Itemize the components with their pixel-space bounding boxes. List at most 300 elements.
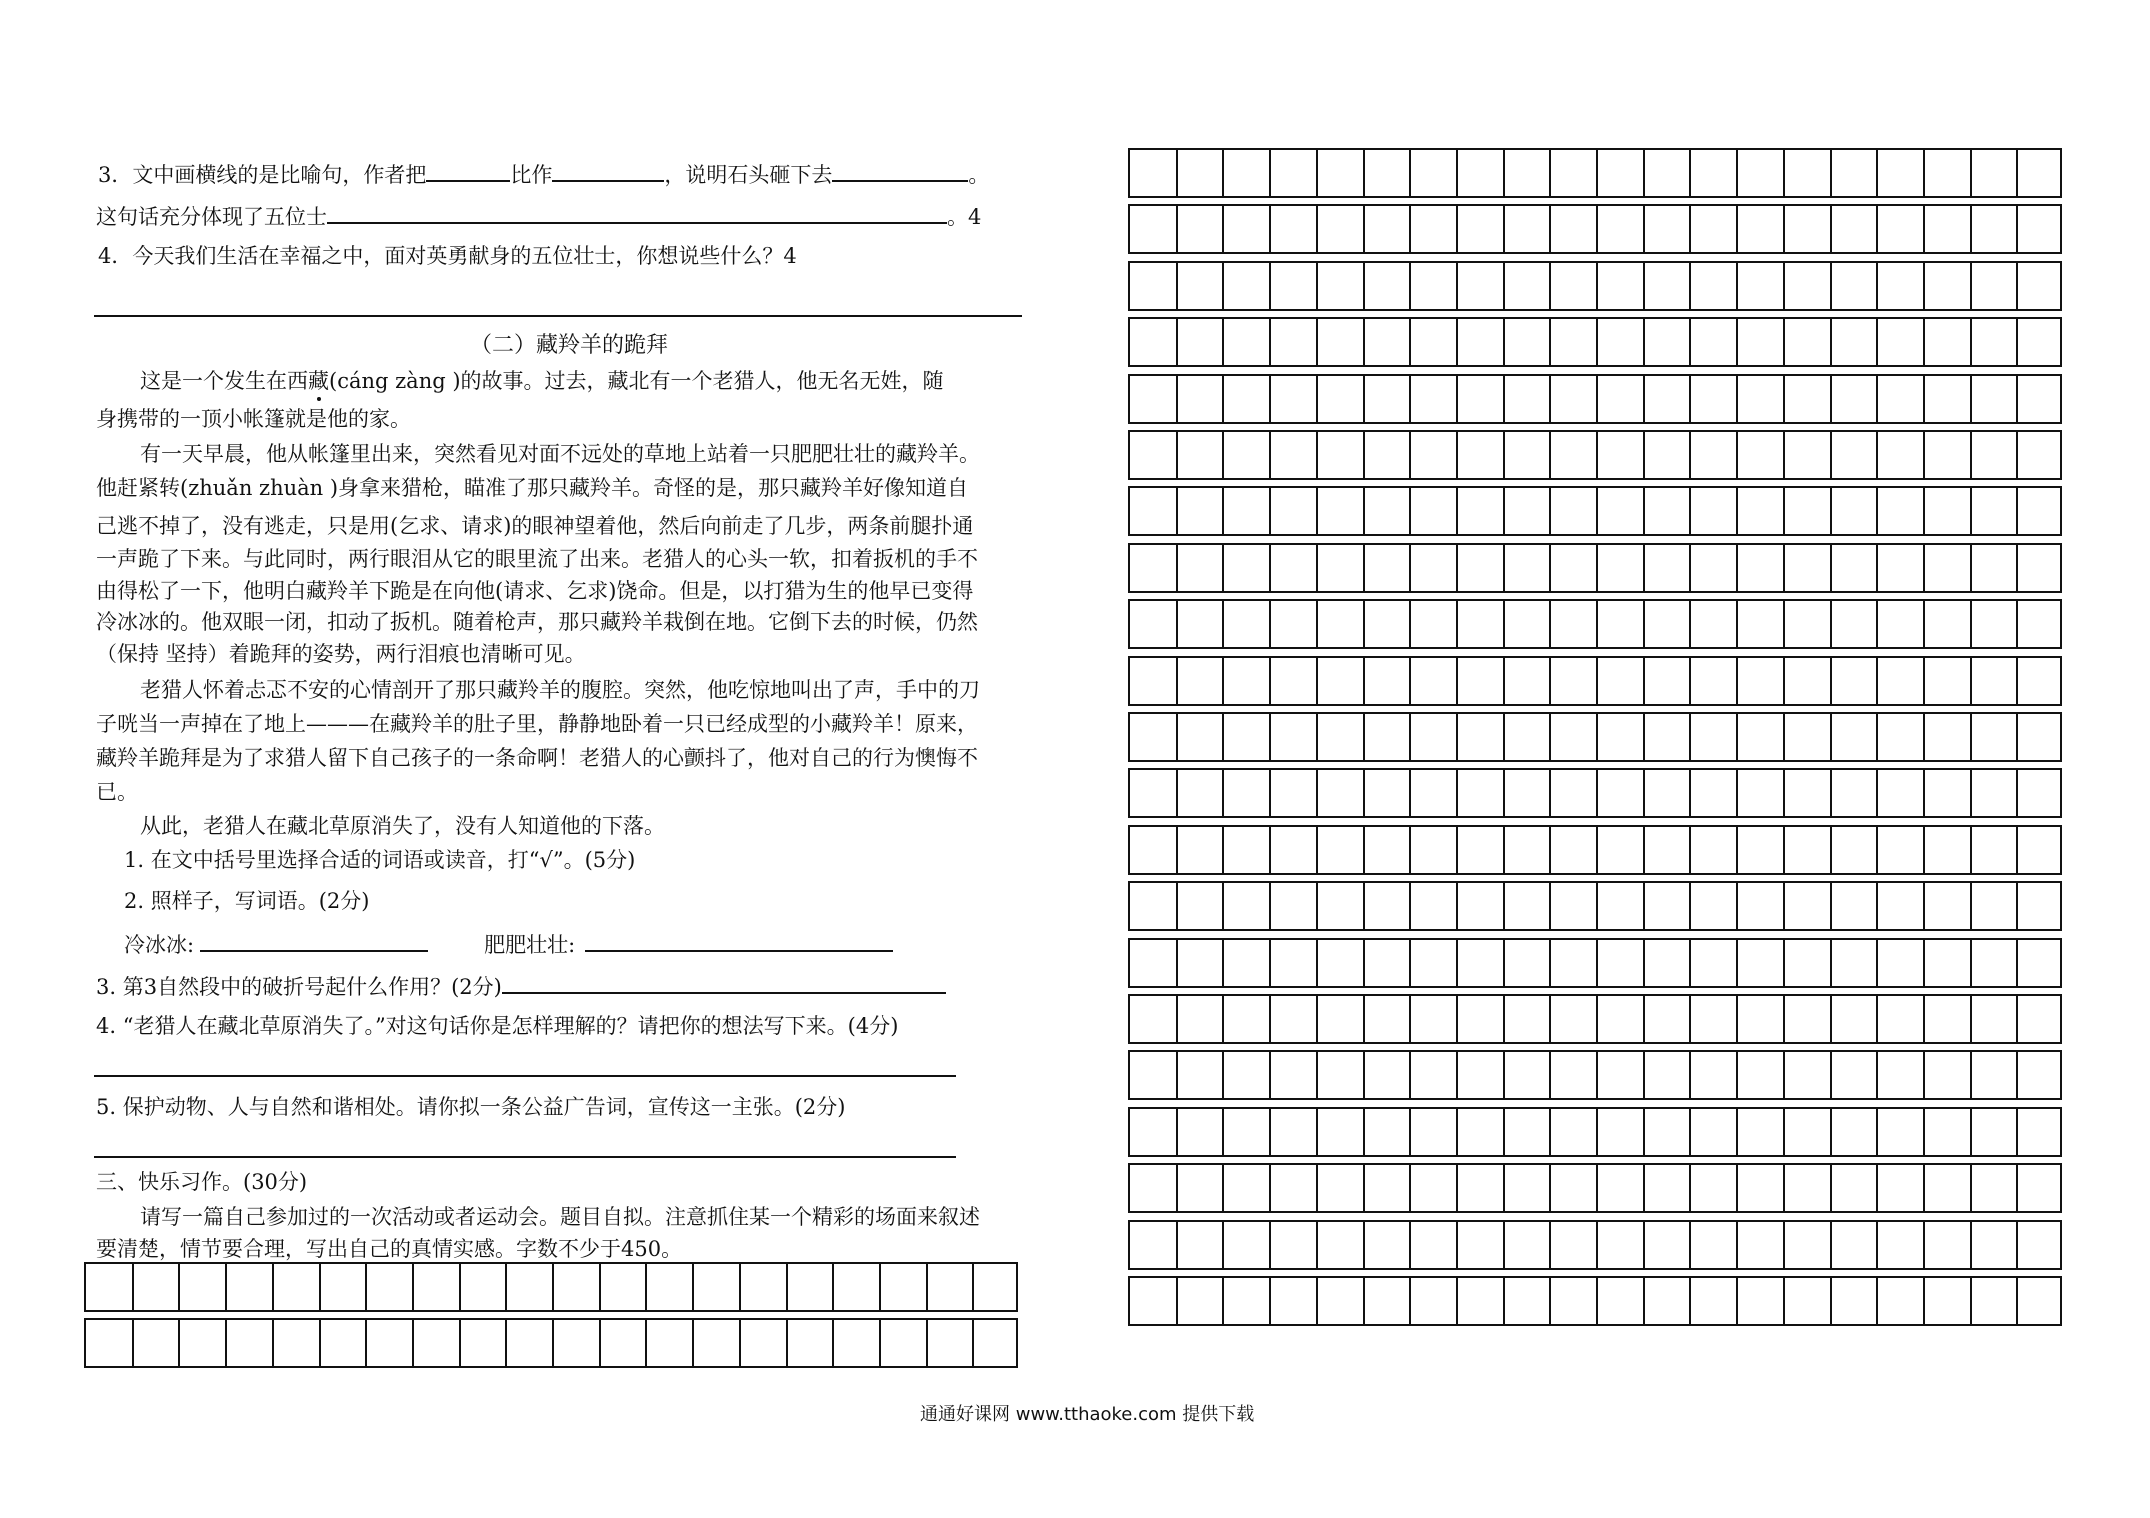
grid-cell[interactable] bbox=[1269, 827, 1271, 873]
grid-cell[interactable] bbox=[2016, 376, 2018, 422]
grid-cell[interactable] bbox=[1456, 1278, 1458, 1324]
grid-cell[interactable] bbox=[1596, 658, 1598, 704]
grid-cell[interactable] bbox=[1363, 263, 1365, 309]
grid-cell[interactable] bbox=[1736, 432, 1738, 478]
grid-cell[interactable] bbox=[2016, 940, 2018, 986]
grid-cell[interactable] bbox=[1643, 996, 1645, 1042]
grid-cell[interactable] bbox=[1176, 996, 1178, 1042]
grid-cell[interactable] bbox=[1876, 488, 1878, 534]
grid-cell[interactable] bbox=[1876, 827, 1878, 873]
grid-cell[interactable] bbox=[1269, 263, 1271, 309]
grid-cell[interactable] bbox=[1689, 996, 1691, 1042]
grid-cell[interactable] bbox=[1596, 770, 1598, 816]
grid-cell[interactable] bbox=[1596, 883, 1598, 929]
grid-cell[interactable] bbox=[1783, 263, 1785, 309]
grid-cell[interactable] bbox=[1549, 319, 1551, 365]
grid-cell[interactable] bbox=[1923, 1278, 1925, 1324]
grid-cell[interactable] bbox=[1970, 940, 1972, 986]
grid-cell[interactable] bbox=[1736, 376, 1738, 422]
grid-cell[interactable] bbox=[1876, 263, 1878, 309]
grid-cell[interactable] bbox=[1596, 714, 1598, 760]
grid-cell[interactable] bbox=[1176, 1222, 1178, 1268]
grid-cell[interactable] bbox=[1970, 996, 1972, 1042]
grid-cell[interactable] bbox=[1269, 714, 1271, 760]
grid-cell[interactable] bbox=[1269, 150, 1271, 196]
grid-cell[interactable] bbox=[2016, 488, 2018, 534]
grid-cell[interactable] bbox=[1222, 263, 1224, 309]
grid-cell[interactable] bbox=[1970, 319, 1972, 365]
grid-cell[interactable] bbox=[1689, 827, 1691, 873]
grid-cell[interactable] bbox=[1643, 1109, 1645, 1155]
grid-cell[interactable] bbox=[1363, 376, 1365, 422]
grid-cell[interactable] bbox=[1549, 545, 1551, 591]
grid-cell[interactable] bbox=[1970, 488, 1972, 534]
grid-cell[interactable] bbox=[645, 1264, 647, 1310]
grid-cell[interactable] bbox=[1736, 488, 1738, 534]
grid-cell[interactable] bbox=[1923, 714, 1925, 760]
grid-cell[interactable] bbox=[1363, 883, 1365, 929]
grid-cell[interactable] bbox=[1596, 1222, 1598, 1268]
grid-cell[interactable] bbox=[178, 1264, 180, 1310]
grid-cell[interactable] bbox=[1923, 883, 1925, 929]
grid-cell[interactable] bbox=[1503, 545, 1505, 591]
grid-cell[interactable] bbox=[1830, 996, 1832, 1042]
grid-cell[interactable] bbox=[1689, 883, 1691, 929]
grid-cell[interactable] bbox=[178, 1320, 180, 1366]
grid-cell[interactable] bbox=[1316, 432, 1318, 478]
grid-cell[interactable] bbox=[1176, 940, 1178, 986]
grid-cell[interactable] bbox=[1316, 827, 1318, 873]
grid-cell[interactable] bbox=[1970, 1222, 1972, 1268]
grid-cell[interactable] bbox=[1923, 1109, 1925, 1155]
grid-cell[interactable] bbox=[1970, 206, 1972, 252]
grid-cell[interactable] bbox=[1176, 770, 1178, 816]
grid-cell[interactable] bbox=[1736, 545, 1738, 591]
grid-cell[interactable] bbox=[1222, 432, 1224, 478]
grid-cell[interactable] bbox=[1783, 488, 1785, 534]
grid-cell[interactable] bbox=[1222, 770, 1224, 816]
grid-cell[interactable] bbox=[1409, 263, 1411, 309]
grid-cell[interactable] bbox=[1689, 770, 1691, 816]
grid-cell[interactable] bbox=[1269, 376, 1271, 422]
grid-cell[interactable] bbox=[1876, 1052, 1878, 1098]
grid-cell[interactable] bbox=[1876, 1109, 1878, 1155]
grid-cell[interactable] bbox=[1876, 376, 1878, 422]
grid-cell[interactable] bbox=[1316, 319, 1318, 365]
grid-cell[interactable] bbox=[1970, 601, 1972, 647]
grid-cell[interactable] bbox=[1363, 1165, 1365, 1211]
grid-cell[interactable] bbox=[1316, 770, 1318, 816]
grid-cell[interactable] bbox=[505, 1320, 507, 1366]
grid-cell[interactable] bbox=[1643, 601, 1645, 647]
grid-cell[interactable] bbox=[1549, 601, 1551, 647]
grid-cell[interactable] bbox=[1643, 376, 1645, 422]
grid-cell[interactable] bbox=[1830, 601, 1832, 647]
grid-cell[interactable] bbox=[1736, 883, 1738, 929]
grid-cell[interactable] bbox=[1363, 658, 1365, 704]
grid-cell[interactable] bbox=[1456, 432, 1458, 478]
grid-cell[interactable] bbox=[1689, 601, 1691, 647]
grid-cell[interactable] bbox=[1970, 263, 1972, 309]
grid-cell[interactable] bbox=[1503, 488, 1505, 534]
grid-cell[interactable] bbox=[1176, 319, 1178, 365]
grid-cell[interactable] bbox=[412, 1320, 414, 1366]
grid-cell[interactable] bbox=[1549, 714, 1551, 760]
grid-cell[interactable] bbox=[1923, 996, 1925, 1042]
grid-cell[interactable] bbox=[1456, 601, 1458, 647]
grid-cell[interactable] bbox=[1503, 883, 1505, 929]
grid-cell[interactable] bbox=[1456, 940, 1458, 986]
grid-cell[interactable] bbox=[1409, 545, 1411, 591]
grid-cell[interactable] bbox=[1222, 601, 1224, 647]
grid-cell[interactable] bbox=[365, 1264, 367, 1310]
grid-cell[interactable] bbox=[1409, 206, 1411, 252]
grid-cell[interactable] bbox=[1596, 1278, 1598, 1324]
grid-cell[interactable] bbox=[1783, 658, 1785, 704]
grid-cell[interactable] bbox=[1970, 1109, 1972, 1155]
grid-cell[interactable] bbox=[1783, 601, 1785, 647]
grid-cell[interactable] bbox=[879, 1320, 881, 1366]
answer-blank[interactable] bbox=[200, 928, 428, 952]
grid-cell[interactable] bbox=[1596, 432, 1598, 478]
grid-cell[interactable] bbox=[1456, 996, 1458, 1042]
grid-cell[interactable] bbox=[1549, 1052, 1551, 1098]
grid-cell[interactable] bbox=[1549, 883, 1551, 929]
grid-cell[interactable] bbox=[1689, 432, 1691, 478]
grid-cell[interactable] bbox=[1549, 827, 1551, 873]
grid-cell[interactable] bbox=[1409, 996, 1411, 1042]
answer-blank[interactable] bbox=[832, 158, 968, 182]
grid-cell[interactable] bbox=[1596, 150, 1598, 196]
grid-cell[interactable] bbox=[1596, 376, 1598, 422]
grid-cell[interactable] bbox=[1503, 1109, 1505, 1155]
grid-cell[interactable] bbox=[1923, 263, 1925, 309]
grid-cell[interactable] bbox=[1876, 319, 1878, 365]
grid-cell[interactable] bbox=[1222, 996, 1224, 1042]
grid-cell[interactable] bbox=[1409, 714, 1411, 760]
grid-cell[interactable] bbox=[1876, 545, 1878, 591]
grid-cell[interactable] bbox=[1876, 658, 1878, 704]
grid-cell[interactable] bbox=[1409, 319, 1411, 365]
grid-cell[interactable] bbox=[1549, 1278, 1551, 1324]
grid-cell[interactable] bbox=[1409, 601, 1411, 647]
grid-cell[interactable] bbox=[1503, 1165, 1505, 1211]
grid-cell[interactable] bbox=[1596, 206, 1598, 252]
grid-cell[interactable] bbox=[2016, 206, 2018, 252]
grid-cell[interactable] bbox=[1783, 150, 1785, 196]
grid-cell[interactable] bbox=[1222, 1165, 1224, 1211]
grid-cell[interactable] bbox=[1222, 658, 1224, 704]
grid-cell[interactable] bbox=[1830, 883, 1832, 929]
grid-cell[interactable] bbox=[1222, 714, 1224, 760]
grid-cell[interactable] bbox=[1970, 770, 1972, 816]
grid-cell[interactable] bbox=[1643, 1222, 1645, 1268]
grid-cell[interactable] bbox=[1316, 1052, 1318, 1098]
grid-cell[interactable] bbox=[1176, 545, 1178, 591]
grid-cell[interactable] bbox=[1409, 488, 1411, 534]
grid-cell[interactable] bbox=[1176, 376, 1178, 422]
grid-cell[interactable] bbox=[2016, 1222, 2018, 1268]
grid-cell[interactable] bbox=[1456, 658, 1458, 704]
grid-cell[interactable] bbox=[1176, 714, 1178, 760]
grid-cell[interactable] bbox=[1970, 376, 1972, 422]
grid-cell[interactable] bbox=[1316, 996, 1318, 1042]
grid-cell[interactable] bbox=[1503, 376, 1505, 422]
grid-cell[interactable] bbox=[1269, 206, 1271, 252]
grid-cell[interactable] bbox=[1783, 432, 1785, 478]
grid-cell[interactable] bbox=[1830, 940, 1832, 986]
grid-cell[interactable] bbox=[1736, 1109, 1738, 1155]
grid-cell[interactable] bbox=[1269, 658, 1271, 704]
grid-cell[interactable] bbox=[1409, 1222, 1411, 1268]
grid-cell[interactable] bbox=[1503, 432, 1505, 478]
grid-cell[interactable] bbox=[1736, 940, 1738, 986]
grid-cell[interactable] bbox=[1923, 432, 1925, 478]
grid-cell[interactable] bbox=[1316, 883, 1318, 929]
grid-cell[interactable] bbox=[1736, 150, 1738, 196]
grid-cell[interactable] bbox=[1923, 206, 1925, 252]
grid-cell[interactable] bbox=[1736, 827, 1738, 873]
grid-cell[interactable] bbox=[1316, 1278, 1318, 1324]
grid-cell[interactable] bbox=[1596, 545, 1598, 591]
grid-cell[interactable] bbox=[1269, 996, 1271, 1042]
grid-cell[interactable] bbox=[832, 1320, 834, 1366]
grid-cell[interactable] bbox=[1503, 827, 1505, 873]
grid-cell[interactable] bbox=[599, 1320, 601, 1366]
grid-cell[interactable] bbox=[739, 1264, 741, 1310]
grid-cell[interactable] bbox=[1923, 601, 1925, 647]
grid-cell[interactable] bbox=[1503, 940, 1505, 986]
grid-cell[interactable] bbox=[1876, 770, 1878, 816]
grid-cell[interactable] bbox=[1970, 432, 1972, 478]
grid-cell[interactable] bbox=[1176, 488, 1178, 534]
grid-cell[interactable] bbox=[1549, 488, 1551, 534]
grid-cell[interactable] bbox=[645, 1320, 647, 1366]
grid-cell[interactable] bbox=[1409, 940, 1411, 986]
grid-cell[interactable] bbox=[1456, 714, 1458, 760]
grid-cell[interactable] bbox=[1363, 996, 1365, 1042]
grid-cell[interactable] bbox=[1409, 432, 1411, 478]
grid-cell[interactable] bbox=[412, 1264, 414, 1310]
grid-cell[interactable] bbox=[1783, 376, 1785, 422]
grid-cell[interactable] bbox=[1316, 263, 1318, 309]
grid-cell[interactable] bbox=[1409, 376, 1411, 422]
grid-cell[interactable] bbox=[1876, 996, 1878, 1042]
grid-cell[interactable] bbox=[1923, 658, 1925, 704]
grid-cell[interactable] bbox=[832, 1264, 834, 1310]
grid-cell[interactable] bbox=[1549, 263, 1551, 309]
grid-cell[interactable] bbox=[1643, 883, 1645, 929]
grid-cell[interactable] bbox=[1923, 150, 1925, 196]
grid-cell[interactable] bbox=[1456, 883, 1458, 929]
grid-cell[interactable] bbox=[1176, 658, 1178, 704]
grid-cell[interactable] bbox=[972, 1264, 974, 1310]
grid-cell[interactable] bbox=[319, 1320, 321, 1366]
grid-cell[interactable] bbox=[2016, 883, 2018, 929]
grid-cell[interactable] bbox=[1269, 1222, 1271, 1268]
grid-cell[interactable] bbox=[1689, 263, 1691, 309]
grid-cell[interactable] bbox=[1689, 545, 1691, 591]
grid-cell[interactable] bbox=[1456, 1165, 1458, 1211]
grid-cell[interactable] bbox=[1689, 150, 1691, 196]
grid-cell[interactable] bbox=[1970, 1165, 1972, 1211]
grid-cell[interactable] bbox=[1783, 996, 1785, 1042]
grid-cell[interactable] bbox=[786, 1320, 788, 1366]
grid-cell[interactable] bbox=[1222, 206, 1224, 252]
grid-cell[interactable] bbox=[879, 1264, 881, 1310]
grid-cell[interactable] bbox=[1549, 996, 1551, 1042]
grid-cell[interactable] bbox=[1176, 601, 1178, 647]
grid-cell[interactable] bbox=[272, 1264, 274, 1310]
grid-cell[interactable] bbox=[1689, 206, 1691, 252]
grid-cell[interactable] bbox=[1876, 940, 1878, 986]
grid-cell[interactable] bbox=[1316, 658, 1318, 704]
grid-cell[interactable] bbox=[1176, 1278, 1178, 1324]
grid-cell[interactable] bbox=[1830, 545, 1832, 591]
grid-cell[interactable] bbox=[1923, 488, 1925, 534]
grid-cell[interactable] bbox=[1363, 1222, 1365, 1268]
grid-cell[interactable] bbox=[1456, 263, 1458, 309]
grid-cell[interactable] bbox=[1643, 714, 1645, 760]
grid-cell[interactable] bbox=[1783, 940, 1785, 986]
grid-cell[interactable] bbox=[2016, 545, 2018, 591]
grid-cell[interactable] bbox=[1736, 658, 1738, 704]
grid-cell[interactable] bbox=[1269, 770, 1271, 816]
grid-cell[interactable] bbox=[1689, 488, 1691, 534]
grid-cell[interactable] bbox=[1269, 488, 1271, 534]
grid-cell[interactable] bbox=[1970, 545, 1972, 591]
grid-cell[interactable] bbox=[1549, 432, 1551, 478]
answer-blank[interactable] bbox=[426, 158, 510, 182]
grid-cell[interactable] bbox=[1689, 1222, 1691, 1268]
grid-cell[interactable] bbox=[1409, 827, 1411, 873]
grid-cell[interactable] bbox=[1923, 1165, 1925, 1211]
grid-cell[interactable] bbox=[1222, 1109, 1224, 1155]
grid-cell[interactable] bbox=[1269, 1109, 1271, 1155]
grid-cell[interactable] bbox=[1783, 1278, 1785, 1324]
grid-cell[interactable] bbox=[1970, 827, 1972, 873]
grid-cell[interactable] bbox=[1970, 1278, 1972, 1324]
grid-cell[interactable] bbox=[1222, 1278, 1224, 1324]
grid-cell[interactable] bbox=[1830, 488, 1832, 534]
grid-cell[interactable] bbox=[1269, 319, 1271, 365]
grid-cell[interactable] bbox=[1409, 658, 1411, 704]
grid-cell[interactable] bbox=[1363, 1109, 1365, 1155]
grid-cell[interactable] bbox=[2016, 432, 2018, 478]
grid-cell[interactable] bbox=[1549, 658, 1551, 704]
grid-cell[interactable] bbox=[1176, 883, 1178, 929]
grid-cell[interactable] bbox=[2016, 1109, 2018, 1155]
answer-blank[interactable] bbox=[585, 928, 893, 952]
grid-cell[interactable] bbox=[1503, 714, 1505, 760]
grid-cell[interactable] bbox=[1689, 658, 1691, 704]
grid-cell[interactable] bbox=[1222, 488, 1224, 534]
grid-cell[interactable] bbox=[1409, 1278, 1411, 1324]
grid-cell[interactable] bbox=[692, 1264, 694, 1310]
grid-cell[interactable] bbox=[1783, 545, 1785, 591]
grid-cell[interactable] bbox=[1876, 714, 1878, 760]
grid-cell[interactable] bbox=[459, 1264, 461, 1310]
grid-cell[interactable] bbox=[1363, 432, 1365, 478]
grid-cell[interactable] bbox=[1736, 1278, 1738, 1324]
grid-cell[interactable] bbox=[2016, 601, 2018, 647]
grid-cell[interactable] bbox=[1176, 1052, 1178, 1098]
grid-cell[interactable] bbox=[1596, 996, 1598, 1042]
grid-cell[interactable] bbox=[1970, 883, 1972, 929]
grid-cell[interactable] bbox=[1830, 658, 1832, 704]
grid-cell[interactable] bbox=[692, 1320, 694, 1366]
grid-cell[interactable] bbox=[1830, 714, 1832, 760]
grid-cell[interactable] bbox=[786, 1264, 788, 1310]
grid-cell[interactable] bbox=[1503, 770, 1505, 816]
grid-cell[interactable] bbox=[1549, 376, 1551, 422]
grid-cell[interactable] bbox=[1689, 376, 1691, 422]
grid-cell[interactable] bbox=[1970, 1052, 1972, 1098]
grid-cell[interactable] bbox=[1316, 488, 1318, 534]
grid-cell[interactable] bbox=[1783, 883, 1785, 929]
grid-cell[interactable] bbox=[1456, 150, 1458, 196]
grid-cell[interactable] bbox=[1783, 1109, 1785, 1155]
grid-cell[interactable] bbox=[972, 1320, 974, 1366]
grid-cell[interactable] bbox=[1316, 545, 1318, 591]
grid-cell[interactable] bbox=[1689, 319, 1691, 365]
grid-cell[interactable] bbox=[1363, 150, 1365, 196]
grid-cell[interactable] bbox=[1316, 601, 1318, 647]
grid-cell[interactable] bbox=[1222, 376, 1224, 422]
grid-cell[interactable] bbox=[1923, 376, 1925, 422]
grid-cell[interactable] bbox=[1363, 770, 1365, 816]
grid-cell[interactable] bbox=[1689, 1165, 1691, 1211]
grid-cell[interactable] bbox=[1363, 1278, 1365, 1324]
grid-cell[interactable] bbox=[225, 1264, 227, 1310]
grid-cell[interactable] bbox=[2016, 770, 2018, 816]
grid-cell[interactable] bbox=[1643, 827, 1645, 873]
grid-cell[interactable] bbox=[1503, 658, 1505, 704]
grid-cell[interactable] bbox=[1876, 150, 1878, 196]
grid-cell[interactable] bbox=[1830, 1052, 1832, 1098]
answer-line[interactable] bbox=[94, 1075, 956, 1077]
grid-cell[interactable] bbox=[1643, 545, 1645, 591]
grid-cell[interactable] bbox=[1222, 1052, 1224, 1098]
grid-cell[interactable] bbox=[1503, 263, 1505, 309]
grid-cell[interactable] bbox=[1783, 770, 1785, 816]
grid-cell[interactable] bbox=[1689, 714, 1691, 760]
grid-cell[interactable] bbox=[1456, 488, 1458, 534]
grid-cell[interactable] bbox=[1316, 714, 1318, 760]
grid-cell[interactable] bbox=[1409, 1109, 1411, 1155]
grid-cell[interactable] bbox=[1596, 1052, 1598, 1098]
grid-cell[interactable] bbox=[1363, 206, 1365, 252]
writing-grid-left[interactable] bbox=[84, 1262, 1018, 1370]
answer-blank[interactable] bbox=[552, 158, 664, 182]
grid-cell[interactable] bbox=[1689, 940, 1691, 986]
grid-cell[interactable] bbox=[132, 1264, 134, 1310]
grid-cell[interactable] bbox=[1176, 432, 1178, 478]
grid-cell[interactable] bbox=[1456, 1109, 1458, 1155]
grid-cell[interactable] bbox=[1596, 940, 1598, 986]
grid-cell[interactable] bbox=[1503, 206, 1505, 252]
grid-cell[interactable] bbox=[1269, 545, 1271, 591]
grid-cell[interactable] bbox=[1923, 827, 1925, 873]
grid-cell[interactable] bbox=[1923, 319, 1925, 365]
grid-cell[interactable] bbox=[1409, 1052, 1411, 1098]
grid-cell[interactable] bbox=[1830, 150, 1832, 196]
grid-cell[interactable] bbox=[2016, 319, 2018, 365]
grid-cell[interactable] bbox=[1222, 545, 1224, 591]
grid-cell[interactable] bbox=[1830, 376, 1832, 422]
grid-cell[interactable] bbox=[1316, 940, 1318, 986]
grid-cell[interactable] bbox=[1269, 1165, 1271, 1211]
